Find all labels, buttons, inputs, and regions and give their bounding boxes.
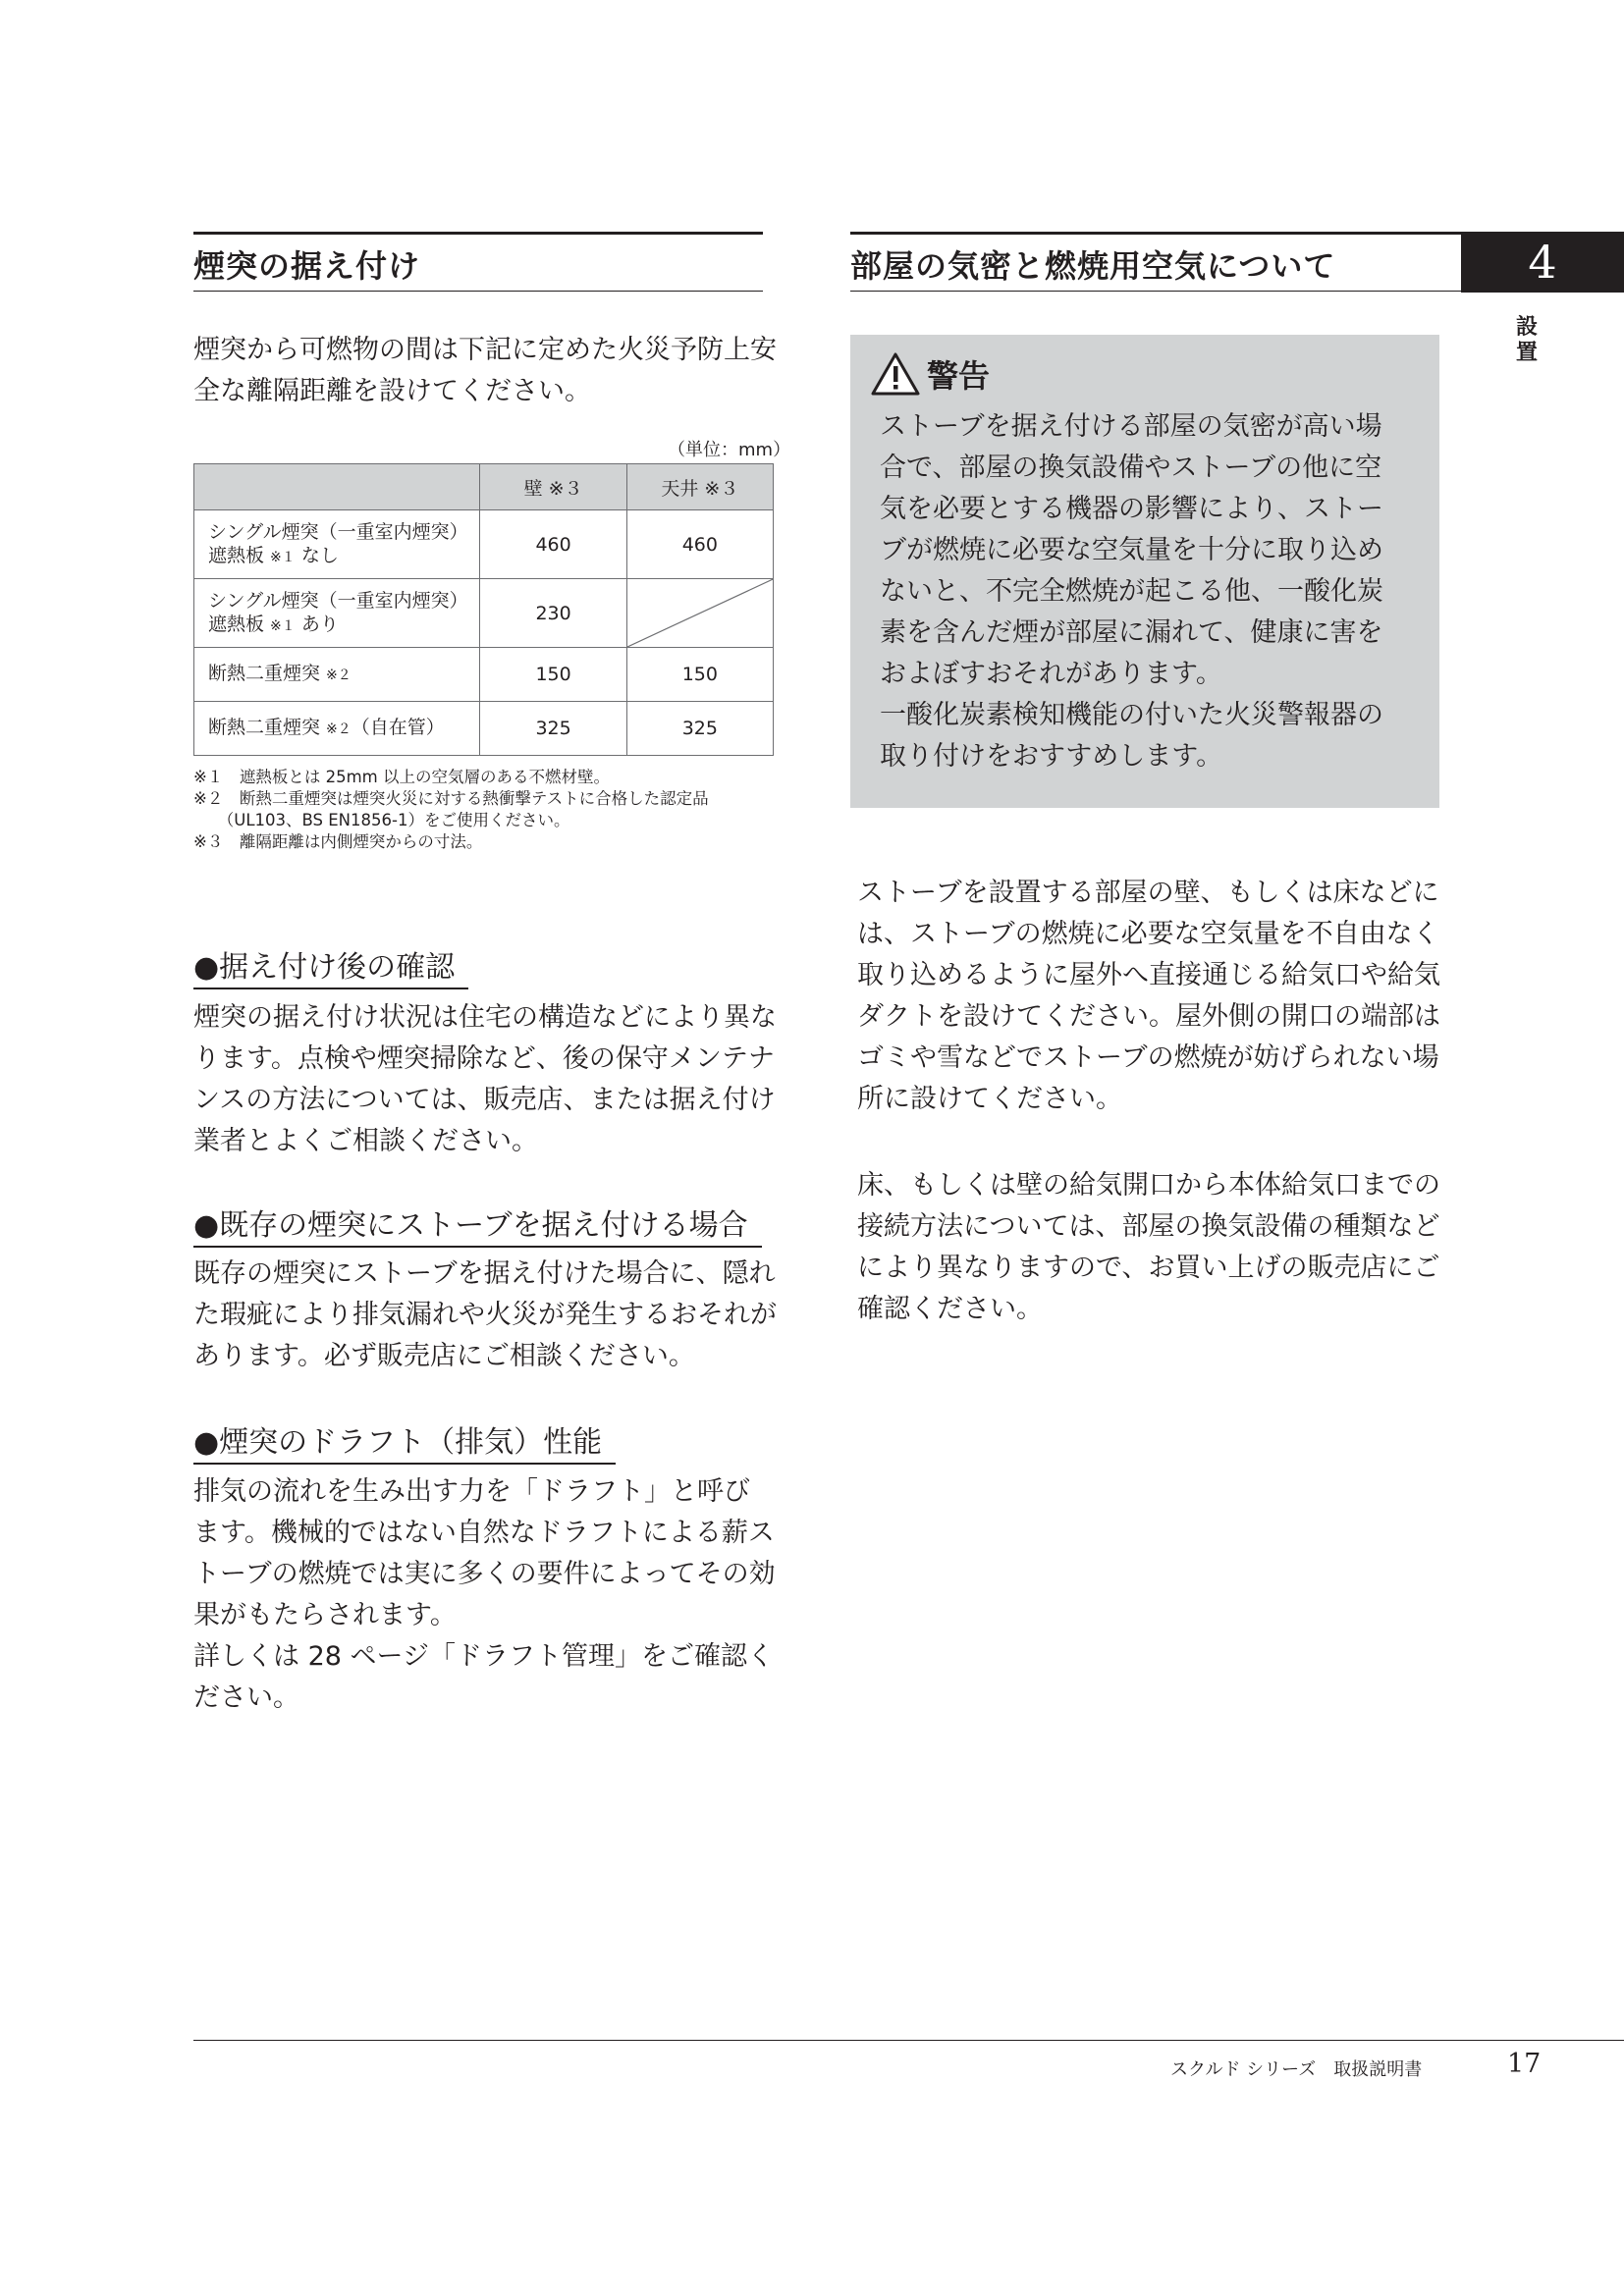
existing-chimney-text xyxy=(193,1254,777,1377)
diagonal-slash-icon xyxy=(627,579,773,647)
text-line: あります。必ず販売店にご相談ください。 xyxy=(193,1341,695,1371)
text-line: 排気の流れを生み出す力を「ドラフト」と呼び xyxy=(193,1476,750,1507)
text-line: ゴミや雪などでストーブの燃焼が妨げられない場 xyxy=(857,1042,1439,1073)
text-line: 果がもたらされます。 xyxy=(193,1600,457,1630)
table-footnotes xyxy=(193,767,709,853)
header-underline-right xyxy=(850,291,1461,292)
header-rule-right xyxy=(850,232,1461,235)
page-number: 17 xyxy=(1507,2049,1542,2079)
footnote: ※３ 離隔距離は内側煙突からの寸法。 xyxy=(193,832,483,851)
text-line: ストーブを据え付ける部屋の気密が高い場 xyxy=(880,411,1382,442)
table-row-label xyxy=(194,702,480,756)
text-line: 確認ください。 xyxy=(857,1294,1043,1324)
text-line: た瑕疵により排気漏れや火災が発生するおそれが xyxy=(193,1300,777,1330)
unit-label: （単位：mm） xyxy=(668,440,791,460)
separation-distance-table xyxy=(193,463,774,756)
text-line: 煙突の据え付け状況は住宅の構造などにより異な xyxy=(193,1002,777,1033)
row-label-note: ※２ xyxy=(326,667,352,683)
table-cell-wall: 325 xyxy=(480,702,626,756)
text-line: ストーブを設置する部屋の壁、もしくは床などに xyxy=(857,878,1439,908)
table-header-cell xyxy=(194,464,480,510)
table-cell-ceiling: 325 xyxy=(626,702,773,756)
intro-line: 全な離隔距離を設けてください。 xyxy=(193,376,591,406)
text-line: 所に設けてください。 xyxy=(857,1084,1122,1114)
table-row-label xyxy=(194,510,480,579)
table-cell-wall: 460 xyxy=(480,510,626,579)
text-line: 接続方法については、部屋の換気設備の種類など xyxy=(857,1211,1440,1242)
table-cell-ceiling: 460 xyxy=(626,510,773,579)
table-header-ceiling: 天井 ※３ xyxy=(626,464,773,510)
section-title-chimney-installation: 煙突の据え付け xyxy=(193,247,421,285)
row-label-text: 断熱二重煙突 xyxy=(208,717,327,738)
row-label-text: （自在管） xyxy=(351,717,445,738)
text-line: ブが燃焼に必要な空気量を十分に取り込め xyxy=(880,535,1383,565)
chapter-tab-char: 設 xyxy=(1515,314,1538,340)
text-line: ります。点検や煙突掃除など、後の保守メンテナ xyxy=(193,1043,775,1074)
row-label-note: ※１ xyxy=(270,549,296,565)
text-line: は、ストーブの燃焼に必要な空気量を不自由なく xyxy=(857,919,1439,949)
table-row-label xyxy=(194,579,480,648)
row-label-text: なし xyxy=(295,544,339,566)
table-row xyxy=(194,510,774,579)
warning-title: 警告 xyxy=(927,357,991,395)
table-cell-wall: 150 xyxy=(480,648,626,702)
chapter-tab-label xyxy=(1512,314,1542,365)
text-line: ます。機械的ではない自然なドラフトによる薪ス xyxy=(193,1518,775,1548)
row-label-note: ※１ xyxy=(270,617,296,634)
text-line: ないと、不完全燃焼が起こる他、一酸化炭 xyxy=(880,576,1383,607)
warning-text xyxy=(880,406,1430,777)
table-row xyxy=(194,579,774,648)
text-line: 取り込めるように屋外へ直接通じる給気口や給気 xyxy=(857,960,1440,990)
row-label-line xyxy=(208,613,479,638)
connection-method-paragraph xyxy=(857,1165,1440,1330)
row-label-text: 断熱二重煙突 xyxy=(208,663,327,684)
manual-title: スクルド シリーズ 取扱説明書 xyxy=(1170,2059,1423,2080)
text-line: 既存の煙突にストーブを据え付けた場合に、隠れ xyxy=(193,1258,776,1289)
text-line: 床、もしくは壁の給気開口から本体給気口までの xyxy=(857,1170,1440,1201)
chapter-number-box xyxy=(1461,232,1624,293)
row-label-text: あり xyxy=(295,613,339,635)
footnote: ※２ 断熱二重煙突は煙突火災に対する熱衝撃テストに合格した認定品 xyxy=(193,789,709,808)
text-line: 合で、部屋の換気設備やストーブの他に空 xyxy=(880,453,1382,483)
text-line: 一酸化炭素検知機能の付いた火災警報器の xyxy=(880,700,1383,730)
text-line: 業者とよくご相談ください。 xyxy=(193,1126,538,1156)
header-rule-left xyxy=(193,232,763,235)
table-row-label xyxy=(194,648,480,702)
table-cell-ceiling-not-applicable xyxy=(626,579,773,648)
text-line: により異なりますので、お買い上げの販売店にご xyxy=(857,1253,1440,1283)
row-label-line: シングル煙突（一重室内煙突） xyxy=(208,520,468,543)
table-cell-wall: 230 xyxy=(480,579,626,648)
intro-paragraph xyxy=(193,330,777,412)
post-installation-check-text xyxy=(193,997,777,1162)
row-label-note: ※２ xyxy=(326,721,352,737)
section-title-airtightness: 部屋の気密と燃焼用空気について xyxy=(850,247,1336,285)
text-line: ンスの方法については、販売店、または据え付け xyxy=(193,1085,776,1115)
table-header-row xyxy=(194,464,774,510)
table-header-wall: 壁 ※３ xyxy=(480,464,626,510)
table-row xyxy=(194,648,774,702)
warning-box xyxy=(850,335,1439,808)
footnote: ※１ 遮熱板とは 25mm 以上の空気層のある不燃材壁。 xyxy=(193,768,610,786)
header-underline-left xyxy=(193,291,763,292)
text-line: ださい。 xyxy=(193,1682,299,1713)
row-label-text: 遮熱板 xyxy=(208,613,271,635)
text-line: 取り付けをおすすめします。 xyxy=(880,741,1223,772)
chapter-number: 4 xyxy=(1528,236,1557,289)
table-cell-ceiling: 150 xyxy=(626,648,773,702)
warning-triangle-icon xyxy=(870,351,921,397)
row-label-line: シングル煙突（一重室内煙突） xyxy=(208,589,468,612)
text-line: 素を含んだ煙が部屋に漏れて、健康に害を xyxy=(880,617,1383,648)
text-line: 詳しくは 28 ページ「ドラフト管理」をご確認く xyxy=(193,1641,774,1672)
text-line: トーブの燃焼では実に多くの要件によってその効 xyxy=(193,1559,776,1589)
subheading-draft-performance: ●煙突のドラフト（排気）性能 xyxy=(193,1423,616,1465)
row-label-line xyxy=(208,544,479,569)
subheading-existing-chimney: ●既存の煙突にストーブを据え付ける場合 xyxy=(193,1206,762,1248)
text-line: ダクトを設けてください。屋外側の開口の端部は xyxy=(857,1001,1440,1032)
warning-header xyxy=(870,348,990,400)
chapter-tab-char: 置 xyxy=(1515,340,1538,365)
row-label-text: 遮熱板 xyxy=(208,544,271,566)
text-line: 気を必要とする機器の影響により、ストー xyxy=(880,494,1383,524)
text-line: およぼすおそれがあります。 xyxy=(880,659,1222,689)
footer-rule xyxy=(193,2040,1624,2041)
draft-performance-text xyxy=(193,1471,776,1719)
intro-line: 煙突から可燃物の間は下記に定めた火災予防上安 xyxy=(193,335,777,365)
table-row xyxy=(194,702,774,756)
air-intake-paragraph xyxy=(857,873,1440,1120)
subheading-post-installation-check: ●据え付け後の確認 xyxy=(193,948,468,989)
footnote: （UL103、BS EN1856-1）をご使用ください。 xyxy=(193,811,570,829)
